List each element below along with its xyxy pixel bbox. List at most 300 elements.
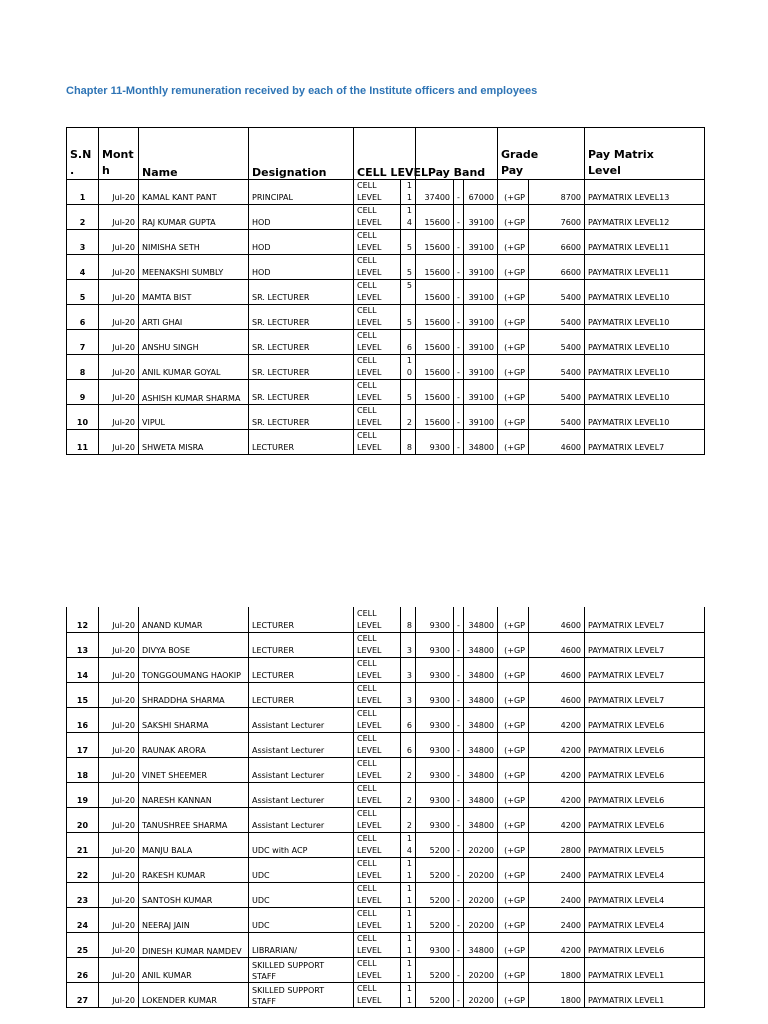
pay-band-max: 67000 <box>464 180 498 205</box>
cell-level-value <box>401 330 416 355</box>
month-cell: Jul-20 <box>99 982 139 1007</box>
level-digit-top: 1 <box>406 983 412 993</box>
pay-band-min: 9300 <box>416 757 454 782</box>
level-word: LEVEL <box>357 895 382 905</box>
level-digit-top <box>404 758 412 770</box>
month-cell: Jul-20 <box>99 657 139 682</box>
cell-word: CELL <box>357 783 377 793</box>
level-digit-bottom: 0 <box>406 368 412 377</box>
cell-word: CELL <box>357 231 377 240</box>
table-row <box>67 230 705 255</box>
level-digit-top: 1 <box>406 883 412 893</box>
cell-level-label <box>354 230 401 255</box>
pay-band-min: 9300 <box>416 732 454 757</box>
name-cell: DIVYA BOSE <box>139 632 249 657</box>
level-digit-top: 1 <box>406 833 412 843</box>
pay-band-dash: - <box>454 255 464 280</box>
table-row <box>67 882 705 907</box>
cell-level-label <box>354 255 401 280</box>
grade-pay-value: 2400 <box>529 907 585 932</box>
level-digit-top <box>404 405 412 417</box>
designation-cell: SR. LECTURER <box>249 305 354 330</box>
cell-level-value <box>401 430 416 455</box>
pay-band-min: 9300 <box>416 932 454 957</box>
cell-level-label <box>354 857 401 882</box>
cell-level-label <box>354 932 401 957</box>
grade-pay-prefix: (+GP <box>498 405 529 430</box>
pay-band-min: 9300 <box>416 657 454 682</box>
level-digit-bottom: 5 <box>406 318 412 327</box>
cell-level-label <box>354 707 401 732</box>
cell-word: CELL <box>357 331 377 340</box>
cell-level-value <box>401 305 416 330</box>
grade-pay-prefix: (+GP <box>498 707 529 732</box>
cell-level-label <box>354 180 401 205</box>
level-digit-top: 5 <box>406 281 412 290</box>
pay-band-max: 20200 <box>464 832 498 857</box>
table-row <box>67 757 705 782</box>
table-row <box>67 180 705 205</box>
level-digit-top <box>404 633 412 645</box>
pay-band-min: 9300 <box>416 807 454 832</box>
level-word: LEVEL <box>357 443 382 452</box>
grade-pay-value: 8700 <box>529 180 585 205</box>
name-cell: SHWETA MISRA <box>139 430 249 455</box>
level-word: LEVEL <box>357 795 382 805</box>
cell-level-label <box>354 682 401 707</box>
grade-pay-prefix: (+GP <box>498 932 529 957</box>
sn-cell: 25 <box>67 932 99 957</box>
cell-level-label <box>354 205 401 230</box>
designation-cell: SR. LECTURER <box>249 330 354 355</box>
cell-level-label <box>354 807 401 832</box>
cell-level-label <box>354 957 401 982</box>
level-digit-bottom: 4 <box>406 845 412 855</box>
level-digit-bottom: 3 <box>406 695 412 705</box>
grade-pay-value: 2400 <box>529 882 585 907</box>
level-digit-top: 1 <box>406 206 412 215</box>
pay-band-max: 34800 <box>464 782 498 807</box>
table-row <box>67 632 705 657</box>
pay-band-min: 15600 <box>416 355 454 380</box>
pay-band-dash: - <box>454 180 464 205</box>
month-cell: Jul-20 <box>99 330 139 355</box>
table-row <box>67 305 705 330</box>
cell-word: CELL <box>357 858 377 868</box>
month-cell: Jul-20 <box>99 632 139 657</box>
name-cell: RAUNAK ARORA <box>139 732 249 757</box>
table-row <box>67 932 705 957</box>
level-digit-bottom: 2 <box>406 418 412 427</box>
pay-matrix-level: PAYMATRIX LEVEL5 <box>585 832 705 857</box>
pay-band-dash: - <box>454 657 464 682</box>
level-digit-bottom: 6 <box>406 720 412 730</box>
cell-level-label <box>354 380 401 405</box>
level-digit-bottom: 1 <box>406 945 412 955</box>
cell-level-value <box>401 255 416 280</box>
pay-band-min: 37400 <box>416 180 454 205</box>
pay-band-max: 34800 <box>464 607 498 632</box>
grade-pay-prefix: (+GP <box>498 807 529 832</box>
table-row <box>67 832 705 857</box>
level-digit-top: 1 <box>406 356 412 365</box>
name-cell: ANIL KUMAR GOYAL <box>139 355 249 380</box>
pay-matrix-level: PAYMATRIX LEVEL10 <box>585 355 705 380</box>
pay-band-min: 15600 <box>416 280 454 305</box>
pay-band-min: 9300 <box>416 707 454 732</box>
level-digit-top <box>404 658 412 670</box>
level-word: LEVEL <box>357 368 382 377</box>
designation-cell: HOD <box>249 255 354 280</box>
designation-cell: PRINCIPAL <box>249 180 354 205</box>
pay-matrix-level: PAYMATRIX LEVEL11 <box>585 230 705 255</box>
grade-pay-prefix: (+GP <box>498 732 529 757</box>
name-cell: KAMAL KANT PANT <box>139 180 249 205</box>
pay-band-dash: - <box>454 807 464 832</box>
grade-pay-prefix: (+GP <box>498 757 529 782</box>
month-cell: Jul-20 <box>99 607 139 632</box>
pay-matrix-level: PAYMATRIX LEVEL7 <box>585 632 705 657</box>
designation-cell: SR. LECTURER <box>249 405 354 430</box>
cell-word: CELL <box>357 958 377 968</box>
level-digit-top: 1 <box>406 181 412 190</box>
level-digit-top <box>404 430 412 442</box>
level-word: LEVEL <box>357 243 382 252</box>
pay-band-dash: - <box>454 280 464 305</box>
header-designation: Designation <box>249 128 354 180</box>
grade-pay-prefix: (+GP <box>498 682 529 707</box>
cell-level-value <box>401 907 416 932</box>
pay-matrix-level: PAYMATRIX LEVEL6 <box>585 757 705 782</box>
grade-pay-value: 4600 <box>529 607 585 632</box>
cell-word: CELL <box>357 406 377 415</box>
level-digit-top <box>404 783 412 795</box>
month-cell: Jul-20 <box>99 707 139 732</box>
table-row <box>67 857 705 882</box>
sn-cell: 5 <box>67 280 99 305</box>
pay-matrix-level: PAYMATRIX LEVEL10 <box>585 330 705 355</box>
pay-matrix-level: PAYMATRIX LEVEL6 <box>585 707 705 732</box>
pay-band-dash: - <box>454 607 464 632</box>
designation-cell: UDC <box>249 907 354 932</box>
designation-cell: UDC <box>249 882 354 907</box>
month-cell: Jul-20 <box>99 380 139 405</box>
grade-pay-value: 4200 <box>529 732 585 757</box>
sn-cell: 27 <box>67 982 99 1007</box>
table-row <box>67 355 705 380</box>
pay-band-max: 34800 <box>464 932 498 957</box>
table-row <box>67 682 705 707</box>
grade-pay-value: 1800 <box>529 982 585 1007</box>
pay-matrix-level: PAYMATRIX LEVEL7 <box>585 430 705 455</box>
table-row <box>67 607 705 632</box>
month-cell: Jul-20 <box>99 430 139 455</box>
level-digit-bottom: 1 <box>406 193 412 202</box>
cell-word: CELL <box>357 933 377 943</box>
sn-cell: 3 <box>67 230 99 255</box>
cell-level-value <box>401 982 416 1007</box>
level-digit-bottom: 1 <box>406 895 412 905</box>
level-word: LEVEL <box>357 343 382 352</box>
sn-cell: 22 <box>67 857 99 882</box>
designation-cell: Assistant Lecturer <box>249 782 354 807</box>
cell-level-label <box>354 907 401 932</box>
pay-band-max: 20200 <box>464 957 498 982</box>
name-cell: TANUSHREE SHARMA <box>139 807 249 832</box>
grade-pay-prefix: (+GP <box>498 657 529 682</box>
month-cell: Jul-20 <box>99 932 139 957</box>
grade-pay-prefix: (+GP <box>498 355 529 380</box>
month-cell: Jul-20 <box>99 205 139 230</box>
month-cell: Jul-20 <box>99 682 139 707</box>
pay-band-dash: - <box>454 380 464 405</box>
name-cell: MEENAKSHI SUMBLY <box>139 255 249 280</box>
table-row <box>67 330 705 355</box>
grade-pay-prefix: (+GP <box>498 782 529 807</box>
pay-band-dash: - <box>454 882 464 907</box>
sn-cell: 2 <box>67 205 99 230</box>
pay-band-dash: - <box>454 682 464 707</box>
cell-level-label <box>354 632 401 657</box>
month-cell: Jul-20 <box>99 957 139 982</box>
table-row <box>67 280 705 305</box>
level-word: LEVEL <box>357 393 382 402</box>
name-cell: ANAND KUMAR <box>139 607 249 632</box>
cell-word: CELL <box>357 708 377 718</box>
grade-pay-value: 5400 <box>529 405 585 430</box>
sn-cell: 24 <box>67 907 99 932</box>
pay-band-max: 39100 <box>464 380 498 405</box>
header-cell-level: CELL LEVEL <box>354 128 416 180</box>
grade-pay-value: 6600 <box>529 230 585 255</box>
level-word: LEVEL <box>357 268 382 277</box>
header-month: Mont h <box>99 128 139 180</box>
remuneration-table-part-1 <box>66 127 705 455</box>
pay-band-max: 34800 <box>464 707 498 732</box>
level-digit-top: 1 <box>406 958 412 968</box>
cell-level-label <box>354 355 401 380</box>
pay-matrix-level: PAYMATRIX LEVEL10 <box>585 305 705 330</box>
pay-band-min: 9300 <box>416 430 454 455</box>
grade-pay-prefix: (+GP <box>498 180 529 205</box>
designation-cell: LECTURER <box>249 657 354 682</box>
pay-band-dash: - <box>454 330 464 355</box>
name-cell: SANTOSH KUMAR <box>139 882 249 907</box>
level-digit-bottom: 5 <box>406 393 412 402</box>
designation-cell: UDC with ACP <box>249 832 354 857</box>
cell-level-value <box>401 405 416 430</box>
sn-cell: 4 <box>67 255 99 280</box>
level-digit-top <box>404 683 412 695</box>
level-digit-bottom: 2 <box>406 820 412 830</box>
level-digit-bottom: 4 <box>406 218 412 227</box>
level-word: LEVEL <box>357 645 382 655</box>
cell-word: CELL <box>357 431 377 440</box>
pay-band-min: 15600 <box>416 330 454 355</box>
pay-band-dash: - <box>454 757 464 782</box>
pay-matrix-level: PAYMATRIX LEVEL6 <box>585 807 705 832</box>
sn-cell: 15 <box>67 682 99 707</box>
pay-band-max: 34800 <box>464 807 498 832</box>
level-digit-bottom: 1 <box>406 970 412 980</box>
pay-band-max: 20200 <box>464 857 498 882</box>
level-digit-bottom: 8 <box>406 443 412 452</box>
cell-level-label <box>354 430 401 455</box>
cell-word: CELL <box>357 181 377 190</box>
grade-pay-prefix: (+GP <box>498 430 529 455</box>
pay-band-min: 9300 <box>416 682 454 707</box>
sn-cell: 8 <box>67 355 99 380</box>
level-word: LEVEL <box>357 995 382 1005</box>
cell-word: CELL <box>357 658 377 668</box>
cell-level-label <box>354 732 401 757</box>
cell-word: CELL <box>357 833 377 843</box>
cell-level-value <box>401 832 416 857</box>
grade-pay-prefix: (+GP <box>498 380 529 405</box>
pay-matrix-level: PAYMATRIX LEVEL13 <box>585 180 705 205</box>
level-word: LEVEL <box>357 870 382 880</box>
header-grade-pay: Grade Pay <box>498 128 585 180</box>
pay-band-min: 9300 <box>416 782 454 807</box>
name-cell: VIPUL <box>139 405 249 430</box>
month-cell: Jul-20 <box>99 757 139 782</box>
header-pay-matrix-level: Pay Matrix Level <box>585 128 705 180</box>
sn-cell: 20 <box>67 807 99 832</box>
designation-cell: Assistant Lecturer <box>249 732 354 757</box>
grade-pay-value: 1800 <box>529 957 585 982</box>
pay-matrix-level: PAYMATRIX LEVEL6 <box>585 782 705 807</box>
grade-pay-prefix: (+GP <box>498 330 529 355</box>
name-cell: ANSHU SINGH <box>139 330 249 355</box>
level-word: LEVEL <box>357 845 382 855</box>
name-cell: ARTI GHAI <box>139 305 249 330</box>
pay-band-dash: - <box>454 957 464 982</box>
level-word: LEVEL <box>357 318 382 327</box>
sn-cell: 18 <box>67 757 99 782</box>
table-row <box>67 782 705 807</box>
cell-word: CELL <box>357 356 377 365</box>
grade-pay-prefix: (+GP <box>498 632 529 657</box>
pay-matrix-level: PAYMATRIX LEVEL12 <box>585 205 705 230</box>
table-row <box>67 957 705 982</box>
pay-band-min: 15600 <box>416 205 454 230</box>
cell-word: CELL <box>357 256 377 265</box>
pay-band-max: 20200 <box>464 882 498 907</box>
level-digit-top <box>404 255 412 267</box>
cell-level-value <box>401 657 416 682</box>
pay-band-max: 39100 <box>464 255 498 280</box>
level-digit-bottom: 8 <box>406 620 412 630</box>
pay-matrix-level: PAYMATRIX LEVEL7 <box>585 682 705 707</box>
pay-band-min: 5200 <box>416 832 454 857</box>
cell-level-value <box>401 682 416 707</box>
pay-band-dash: - <box>454 932 464 957</box>
grade-pay-value: 4200 <box>529 782 585 807</box>
designation-cell: LECTURER <box>249 430 354 455</box>
month-cell: Jul-20 <box>99 857 139 882</box>
level-digit-bottom: 3 <box>406 670 412 680</box>
pay-band-min: 5200 <box>416 907 454 932</box>
name-cell: ANIL KUMAR <box>139 957 249 982</box>
grade-pay-prefix: (+GP <box>498 255 529 280</box>
pay-band-min: 9300 <box>416 632 454 657</box>
sn-cell: 19 <box>67 782 99 807</box>
name-cell: ASHISH KUMAR SHARMA <box>139 380 249 405</box>
cell-level-value <box>401 707 416 732</box>
level-word: LEVEL <box>357 670 382 680</box>
month-cell: Jul-20 <box>99 305 139 330</box>
cell-word: CELL <box>357 306 377 315</box>
level-digit-bottom: 5 <box>406 268 412 277</box>
grade-pay-value: 4600 <box>529 632 585 657</box>
cell-level-value <box>401 757 416 782</box>
level-word: LEVEL <box>357 920 382 930</box>
table-row <box>67 405 705 430</box>
grade-pay-prefix: (+GP <box>498 305 529 330</box>
month-cell: Jul-20 <box>99 280 139 305</box>
pay-band-dash: - <box>454 230 464 255</box>
cell-level-value <box>401 882 416 907</box>
name-cell: LOKENDER KUMAR <box>139 982 249 1007</box>
month-cell: Jul-20 <box>99 832 139 857</box>
table-row <box>67 907 705 932</box>
level-digit-top <box>404 733 412 745</box>
grade-pay-prefix: (+GP <box>498 205 529 230</box>
name-cell: MAMTA BIST <box>139 280 249 305</box>
grade-pay-prefix: (+GP <box>498 982 529 1007</box>
pay-matrix-level: PAYMATRIX LEVEL1 <box>585 957 705 982</box>
sn-cell: 9 <box>67 380 99 405</box>
designation-cell: HOD <box>249 230 354 255</box>
table-body-1 <box>67 180 705 455</box>
cell-level-label <box>354 405 401 430</box>
pay-matrix-level: PAYMATRIX LEVEL10 <box>585 405 705 430</box>
pay-band-max: 34800 <box>464 430 498 455</box>
level-digit-bottom: 3 <box>406 645 412 655</box>
pay-band-dash: - <box>454 982 464 1007</box>
level-digit-top <box>404 305 412 317</box>
pay-band-min: 15600 <box>416 230 454 255</box>
sn-cell: 13 <box>67 632 99 657</box>
name-cell: RAJ KUMAR GUPTA <box>139 205 249 230</box>
pay-matrix-level: PAYMATRIX LEVEL6 <box>585 732 705 757</box>
month-cell: Jul-20 <box>99 807 139 832</box>
level-word: LEVEL <box>357 970 382 980</box>
designation-cell: SR. LECTURER <box>249 280 354 305</box>
month-cell: Jul-20 <box>99 405 139 430</box>
designation-cell: LECTURER <box>249 632 354 657</box>
level-digit-top <box>404 808 412 820</box>
grade-pay-value: 2800 <box>529 832 585 857</box>
month-cell: Jul-20 <box>99 255 139 280</box>
cell-level-value <box>401 957 416 982</box>
cell-level-value <box>401 782 416 807</box>
cell-level-value <box>401 732 416 757</box>
cell-level-value <box>401 632 416 657</box>
level-digit-bottom: 5 <box>406 243 412 252</box>
pay-band-dash: - <box>454 707 464 732</box>
cell-word: CELL <box>357 206 377 215</box>
month-cell: Jul-20 <box>99 230 139 255</box>
pay-matrix-level: PAYMATRIX LEVEL4 <box>585 857 705 882</box>
grade-pay-prefix: (+GP <box>498 832 529 857</box>
level-word: LEVEL <box>357 418 382 427</box>
cell-word: CELL <box>357 281 377 290</box>
pay-matrix-level: PAYMATRIX LEVEL6 <box>585 932 705 957</box>
table-row <box>67 807 705 832</box>
pay-band-max: 39100 <box>464 355 498 380</box>
cell-level-label <box>354 657 401 682</box>
